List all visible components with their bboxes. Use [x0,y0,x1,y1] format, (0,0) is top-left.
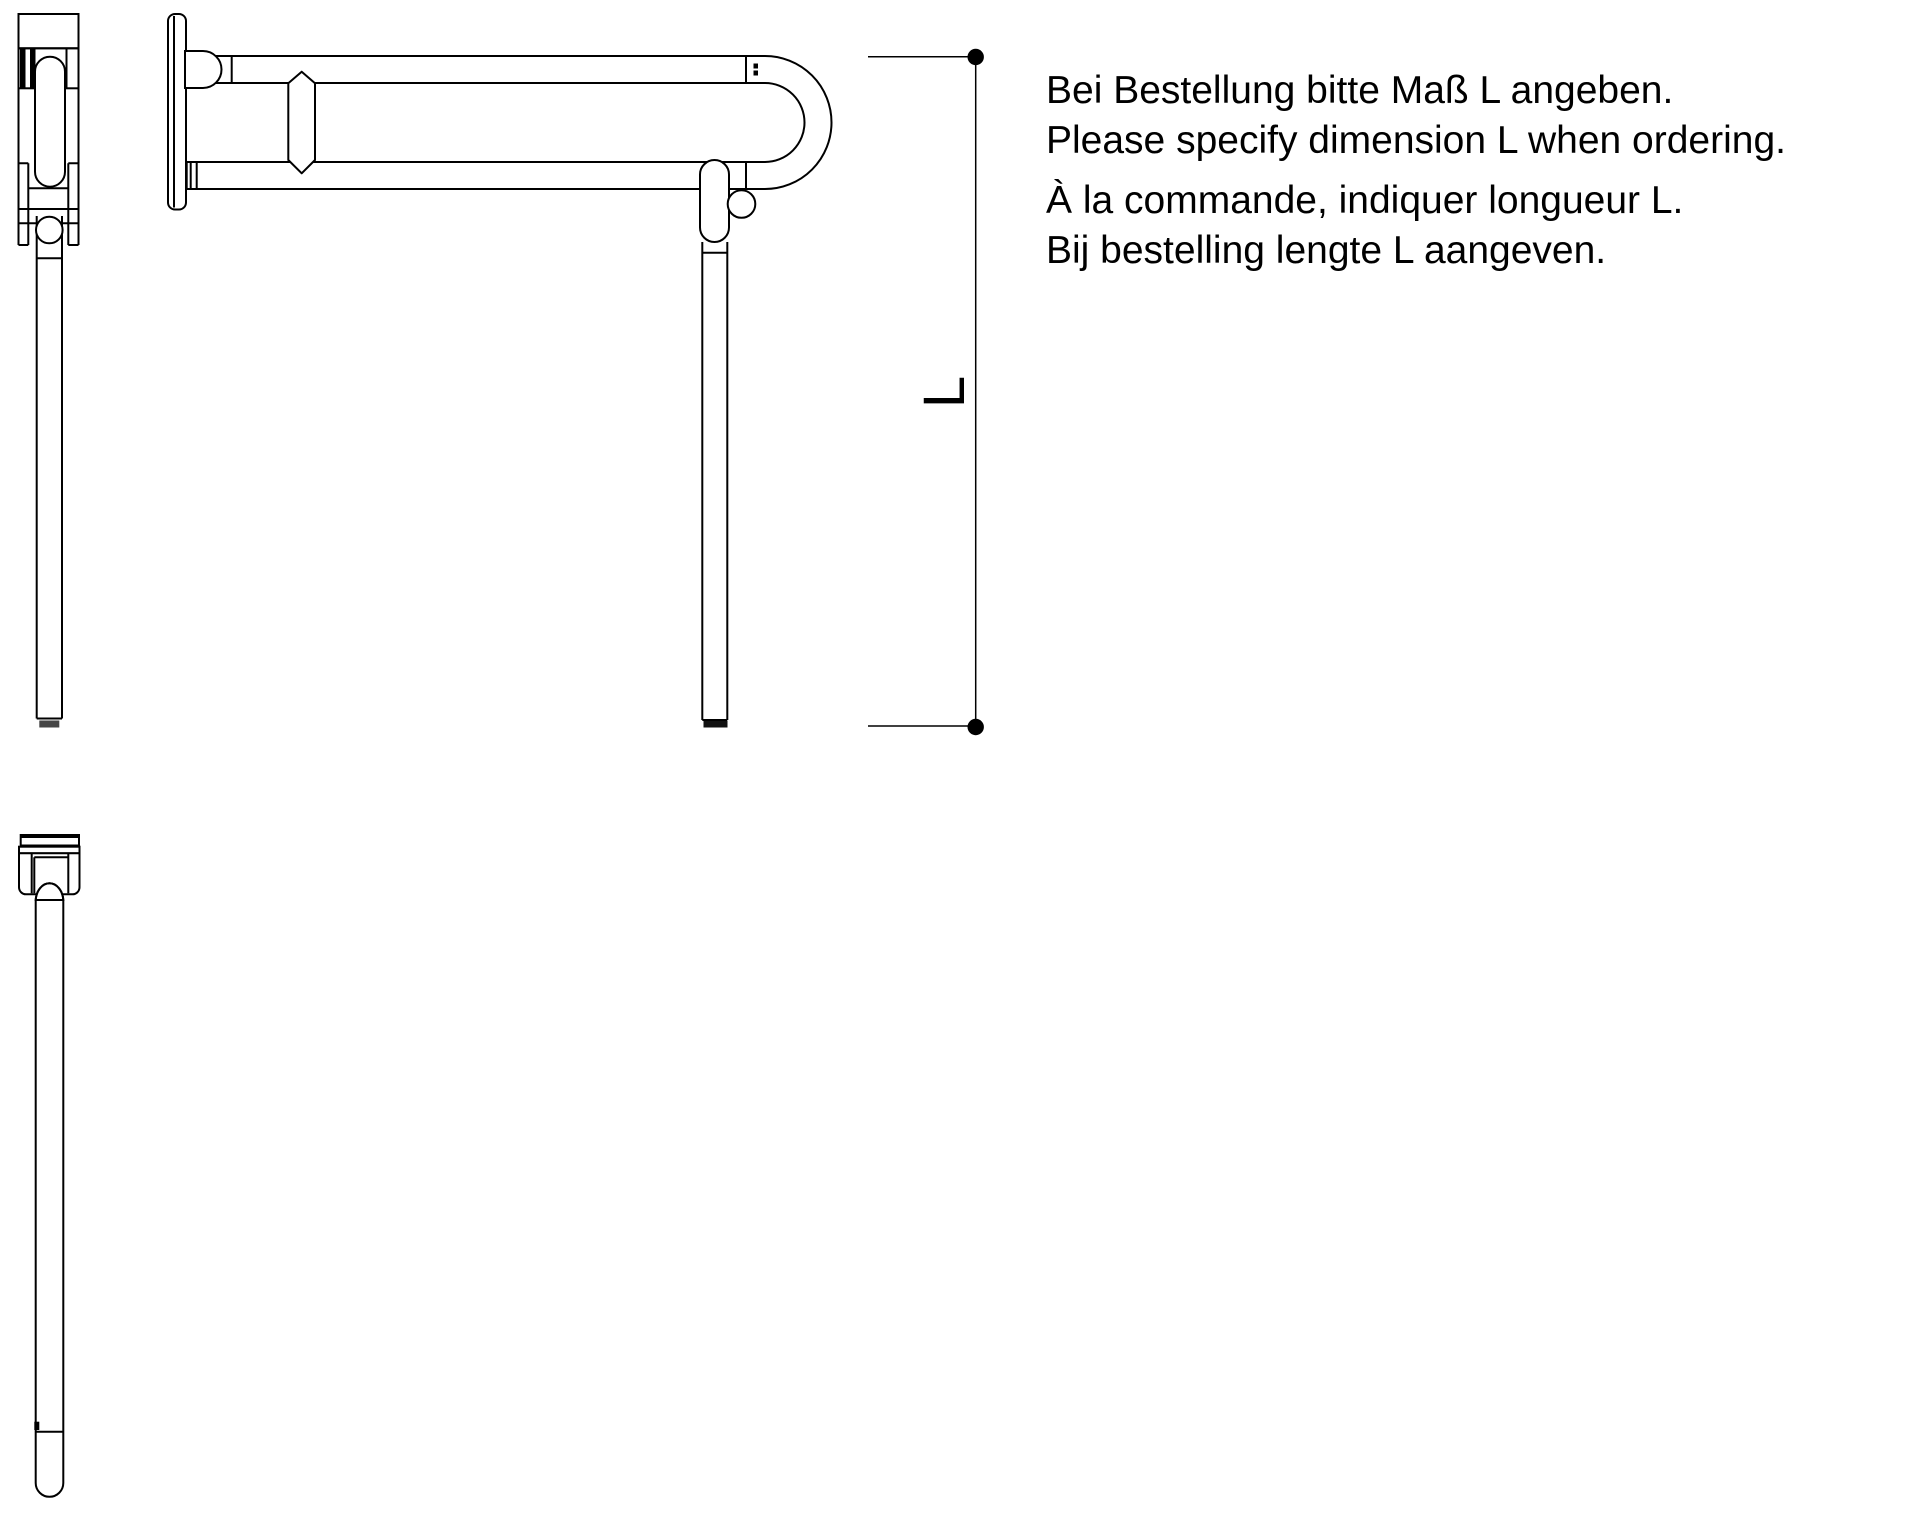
leg-hinge-sleeve [700,160,729,242]
dimension-dot-top [968,49,984,65]
side-wall-plate [19,14,79,48]
wall-plate [168,14,186,210]
side-view-drawing [19,14,79,728]
plan-rail-rounded-end [36,1483,64,1497]
dimension-dot-bottom [968,719,984,735]
pivot-lock-sleeve [288,72,315,174]
plan-view-drawing [19,835,80,1497]
side-pivot-knob [36,217,63,244]
lower-tube-collar [191,162,197,189]
support-leg-end-cap [704,721,728,728]
ordering-note [1046,66,1786,276]
front-view-drawing [168,14,832,728]
brand-mark-top [754,64,759,69]
hinge-knuckle [185,51,222,88]
leg-pivot-knob [728,190,756,218]
plan-rail-tube [36,900,64,1483]
bend-outer-arc [765,56,832,189]
bend-inner-arc [765,83,805,162]
side-hinge-pin-left [20,48,26,88]
side-rail-slot [35,57,65,187]
note-dutch: Bij bestelling lengte L aangeven. [1046,229,1607,272]
support-leg [702,242,727,720]
note-german: Bei Bestellung bitte Maß L angeben. [1046,69,1674,112]
plan-brand-mark [34,1422,39,1430]
note-english: Please specify dimension L when ordering. [1046,119,1786,162]
dimension-label: L [912,375,977,409]
side-leg-end-cap [39,721,59,728]
brand-mark-bottom [754,71,759,76]
lower-tube [187,162,765,189]
upper-tube [186,56,765,83]
note-french: À la commande, indiquer longueur L. [1046,179,1684,222]
